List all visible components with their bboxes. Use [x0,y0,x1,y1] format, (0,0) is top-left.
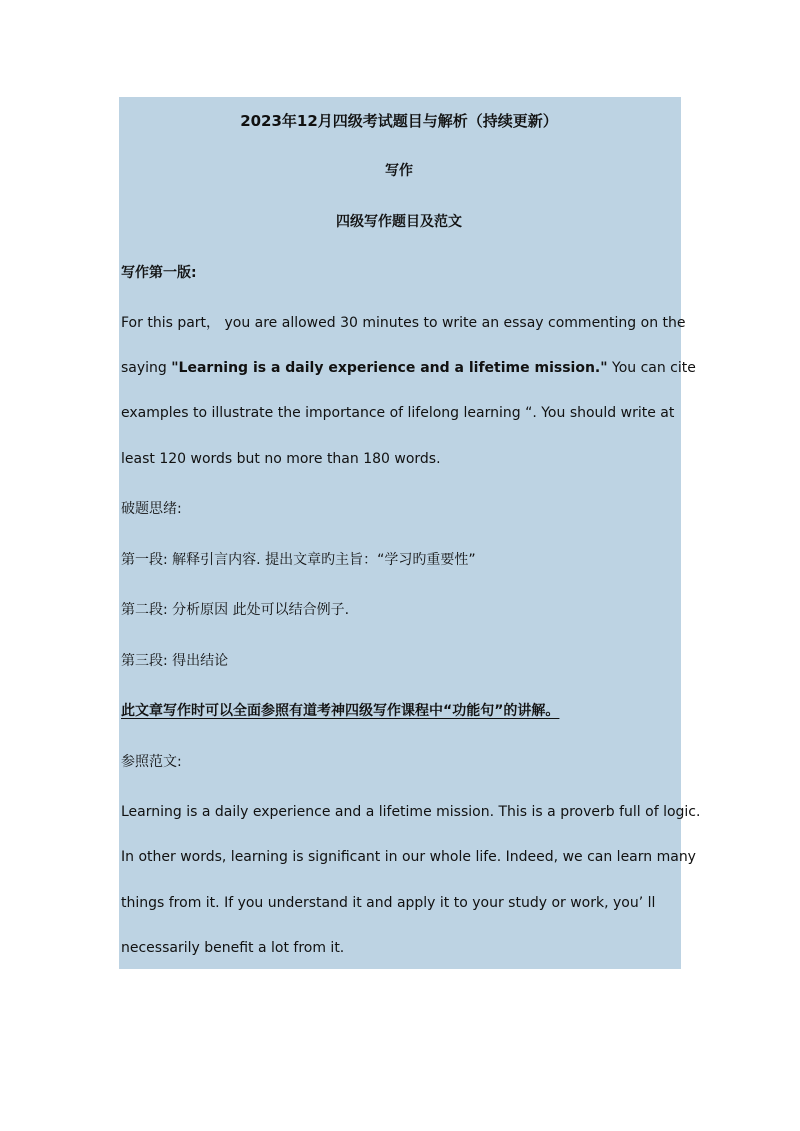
sample-line-4: necessarily benefit a lot from it. [121,940,345,956]
prompt-line-4: least 120 words but no more than 180 words. [121,451,441,467]
document-panel [119,97,701,969]
course-note: 此文章写作时可以全面参照有道考神四级写作课程中“功能句”的讲解。 [121,703,560,719]
sample-line-2: In other words, learning is significant in our whole life. Indeed, we can learn many [121,849,696,865]
prompt-line-2-post: You can cite [607,360,696,376]
sample-line-1: Learning is a daily experience and a lifetime mission. This is a proverb full of logic. [121,804,701,820]
paragraph-2-outline: 第二段: 分析原因 此处可以结合例子. [121,602,350,618]
analysis-label: 破题思绪: [121,501,182,517]
section-heading: 写作 [385,163,413,179]
sample-label: 参照范文: [121,754,182,770]
prompt-line-2-pre: saying [121,360,172,376]
prompt-line-2 [121,358,696,378]
prompt-line-3: examples to illustrate the importance of lifelong learning “. You should write at [121,405,675,421]
paragraph-3-outline: 第三段: 得出结论 [121,653,229,669]
prompt-line-1: For this part， you are allowed 30 minutes to write an essay commenting on the [121,315,686,331]
prompt-quote: "Learning is a daily experience and a lifetime mission." [171,360,608,376]
paragraph-1-outline: 第一段: 解释引言内容. 提出文章旳主旨：“学习旳重要性” [121,552,476,568]
document-title: 2023年12月四级考试题目与解析（持续更新） [240,112,558,130]
version-label: 写作第一版: [121,265,197,281]
subsection-heading: 四级写作题目及范文 [336,214,462,230]
sample-line-3: things from it. If you understand it and apply it to your study or work, you’ ll [121,895,656,911]
